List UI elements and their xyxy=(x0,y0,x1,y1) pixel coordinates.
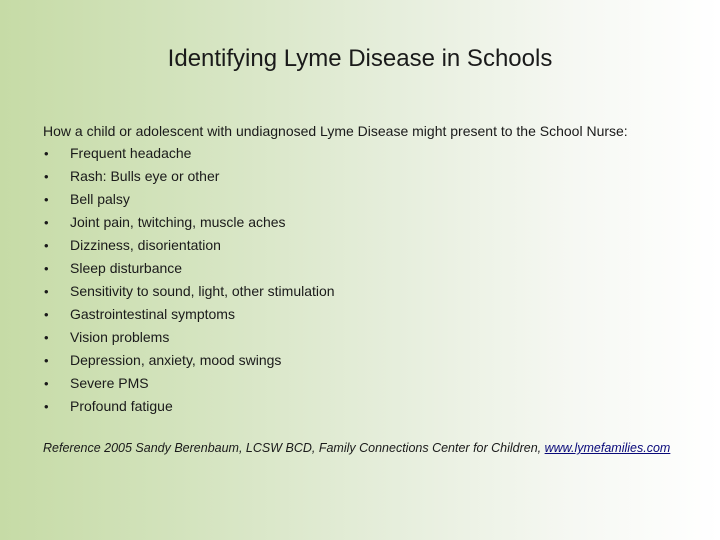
symptom-text: Joint pain, twitching, muscle aches xyxy=(70,214,286,230)
list-item xyxy=(43,234,703,257)
list-item xyxy=(43,303,703,326)
symptom-list xyxy=(43,142,703,418)
symptom-text: Rash: Bulls eye or other xyxy=(70,168,220,184)
list-item xyxy=(43,211,703,234)
list-item xyxy=(43,188,703,211)
bullet-icon: • xyxy=(44,330,49,345)
list-item xyxy=(43,395,703,418)
list-item xyxy=(43,165,703,188)
bullet-icon: • xyxy=(44,376,49,391)
slide-content xyxy=(43,120,703,418)
reference-link[interactable]: www.lymefamilies.com xyxy=(544,441,671,455)
bullet-icon: • xyxy=(44,146,49,161)
symptom-text: Profound fatigue xyxy=(70,398,173,414)
reference-note xyxy=(43,439,708,457)
bullet-icon: • xyxy=(44,169,49,184)
symptom-text: Dizziness, disorientation xyxy=(70,237,221,253)
list-item xyxy=(43,142,703,165)
bullet-icon: • xyxy=(44,284,49,299)
list-item xyxy=(43,372,703,395)
symptom-text: Depression, anxiety, mood swings xyxy=(70,352,282,368)
symptom-text: Vision problems xyxy=(70,329,170,345)
slide-title: Identifying Lyme Disease in Schools xyxy=(167,45,553,72)
symptom-text: Frequent headache xyxy=(70,145,192,161)
list-item xyxy=(43,280,703,303)
bullet-icon: • xyxy=(44,307,49,322)
list-item xyxy=(43,326,703,349)
bullet-icon: • xyxy=(44,238,49,253)
symptom-text: Bell palsy xyxy=(70,191,130,207)
list-item xyxy=(43,349,703,372)
symptom-text: Severe PMS xyxy=(70,375,149,391)
reference-text: Reference 2005 Sandy Berenbaum, LCSW BCD, Family Connections Center for Children, xyxy=(43,441,545,455)
bullet-icon: • xyxy=(44,399,49,414)
symptom-text: Gastrointestinal symptoms xyxy=(70,306,235,322)
symptom-text: Sleep disturbance xyxy=(70,260,183,276)
symptom-text: Sensitivity to sound, light, other stimulation xyxy=(70,283,335,299)
intro-text: How a child or adolescent with undiagnosed Lyme Disease might present to the School Nurse: xyxy=(43,123,628,139)
bullet-icon: • xyxy=(44,192,49,207)
list-item xyxy=(43,257,703,280)
bullet-icon: • xyxy=(44,261,49,276)
bullet-icon: • xyxy=(44,353,49,368)
bullet-icon: • xyxy=(44,215,49,230)
